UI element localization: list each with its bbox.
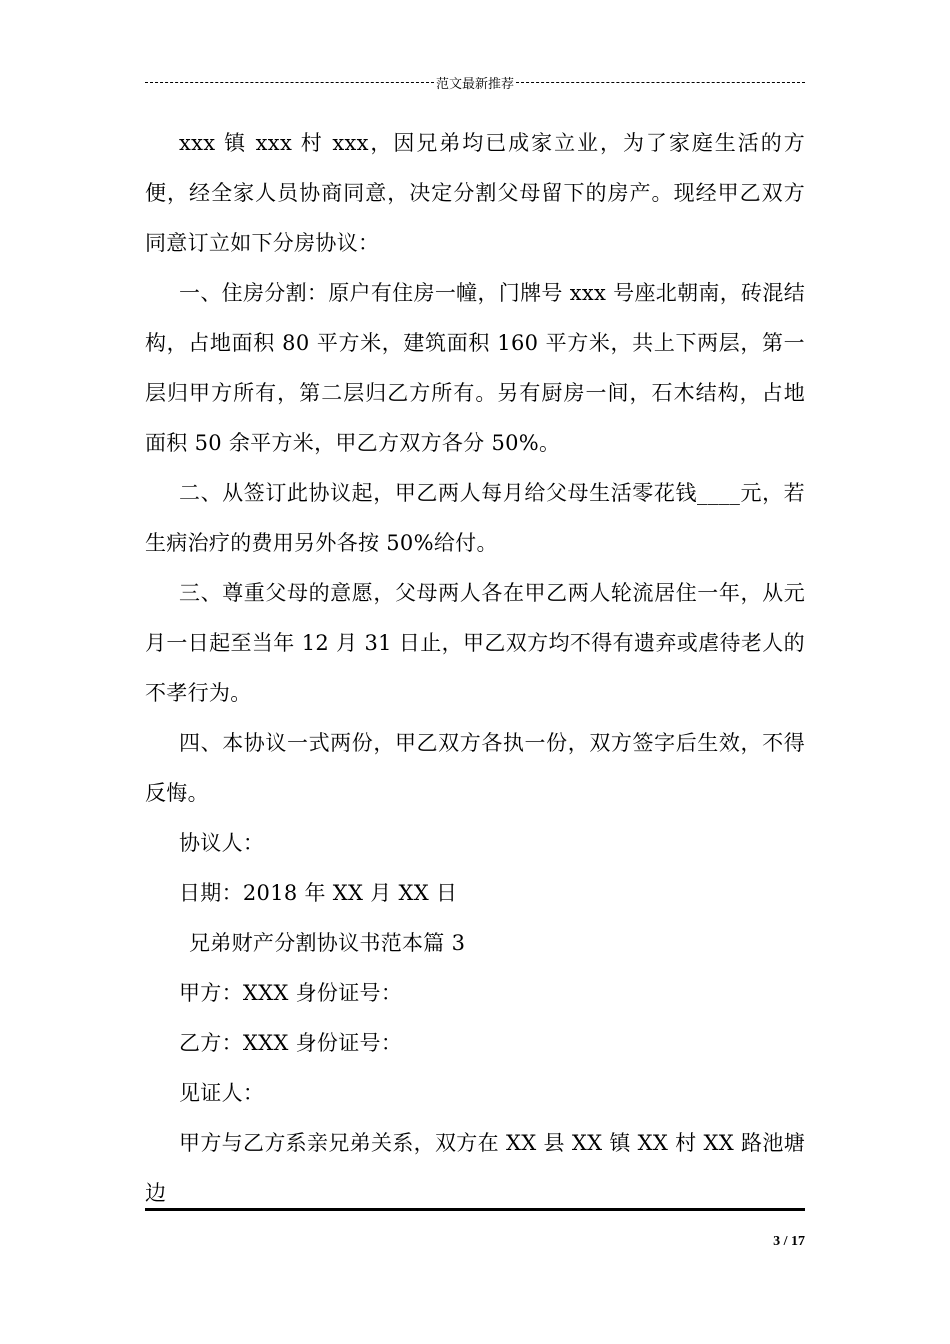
document-body — [145, 118, 805, 1218]
clause-4-paragraph: 四、本协议一式两份，甲乙双方各执一份，双方签字后生效，不得反悔。 — [145, 731, 805, 805]
header-dashed-rule-right — [516, 82, 805, 83]
header-label: 范文最新推荐 — [436, 76, 515, 92]
party-b-line: 乙方：XXX 身份证号： — [179, 1031, 403, 1055]
page-header — [145, 72, 805, 92]
party-a-line: 甲方：XXX 身份证号： — [179, 981, 403, 1005]
signatory-line: 协议人： — [179, 831, 265, 855]
clause-3-paragraph: 三、尊重父母的意愿，父母两人各在甲乙两人轮流居住一年，从元月一日起至当年 12 月 31 日止，甲乙双方均不得有遗弃或虐待老人的不孝行为。 — [145, 581, 805, 705]
intro-paragraph: xxx 镇 xxx 村 xxx，因兄弟均已成家立业，为了家庭生活的方便，经全家人员协商同意，决定分割父母留下的房产。现经甲乙双方同意订立如下分房协议： — [145, 131, 805, 255]
header-dashed-rule-left — [145, 82, 434, 83]
section-title: 兄弟财产分割协议书范本篇 3 — [189, 931, 466, 955]
witness-line: 见证人： — [179, 1081, 265, 1105]
date-line: 日期：2018 年 XX 月 XX 日 — [179, 881, 458, 905]
clause-2-paragraph: 二、从签订此协议起，甲乙两人每月给父母生活零花钱____元，若生病治疗的费用另外各按 50%给付。 — [145, 481, 805, 555]
clause-1-paragraph: 一、住房分割：原户有住房一幢，门牌号 xxx 号座北朝南，砖混结构，占地面积 80 平方米，建筑面积 160 平方米，共上下两层，第一层归甲方所有，第二层归乙方所有。另有厨房一间，石木结构，占地面积 50 余平方米，甲乙方双方各分 50%。 — [145, 281, 805, 455]
page-number: 3 / 17 — [773, 1234, 805, 1249]
relationship-paragraph: 甲方与乙方系亲兄弟关系，双方在 XX 县 XX 镇 XX 村 XX 路池塘边 — [145, 1131, 805, 1205]
footer-rule — [145, 1208, 805, 1211]
